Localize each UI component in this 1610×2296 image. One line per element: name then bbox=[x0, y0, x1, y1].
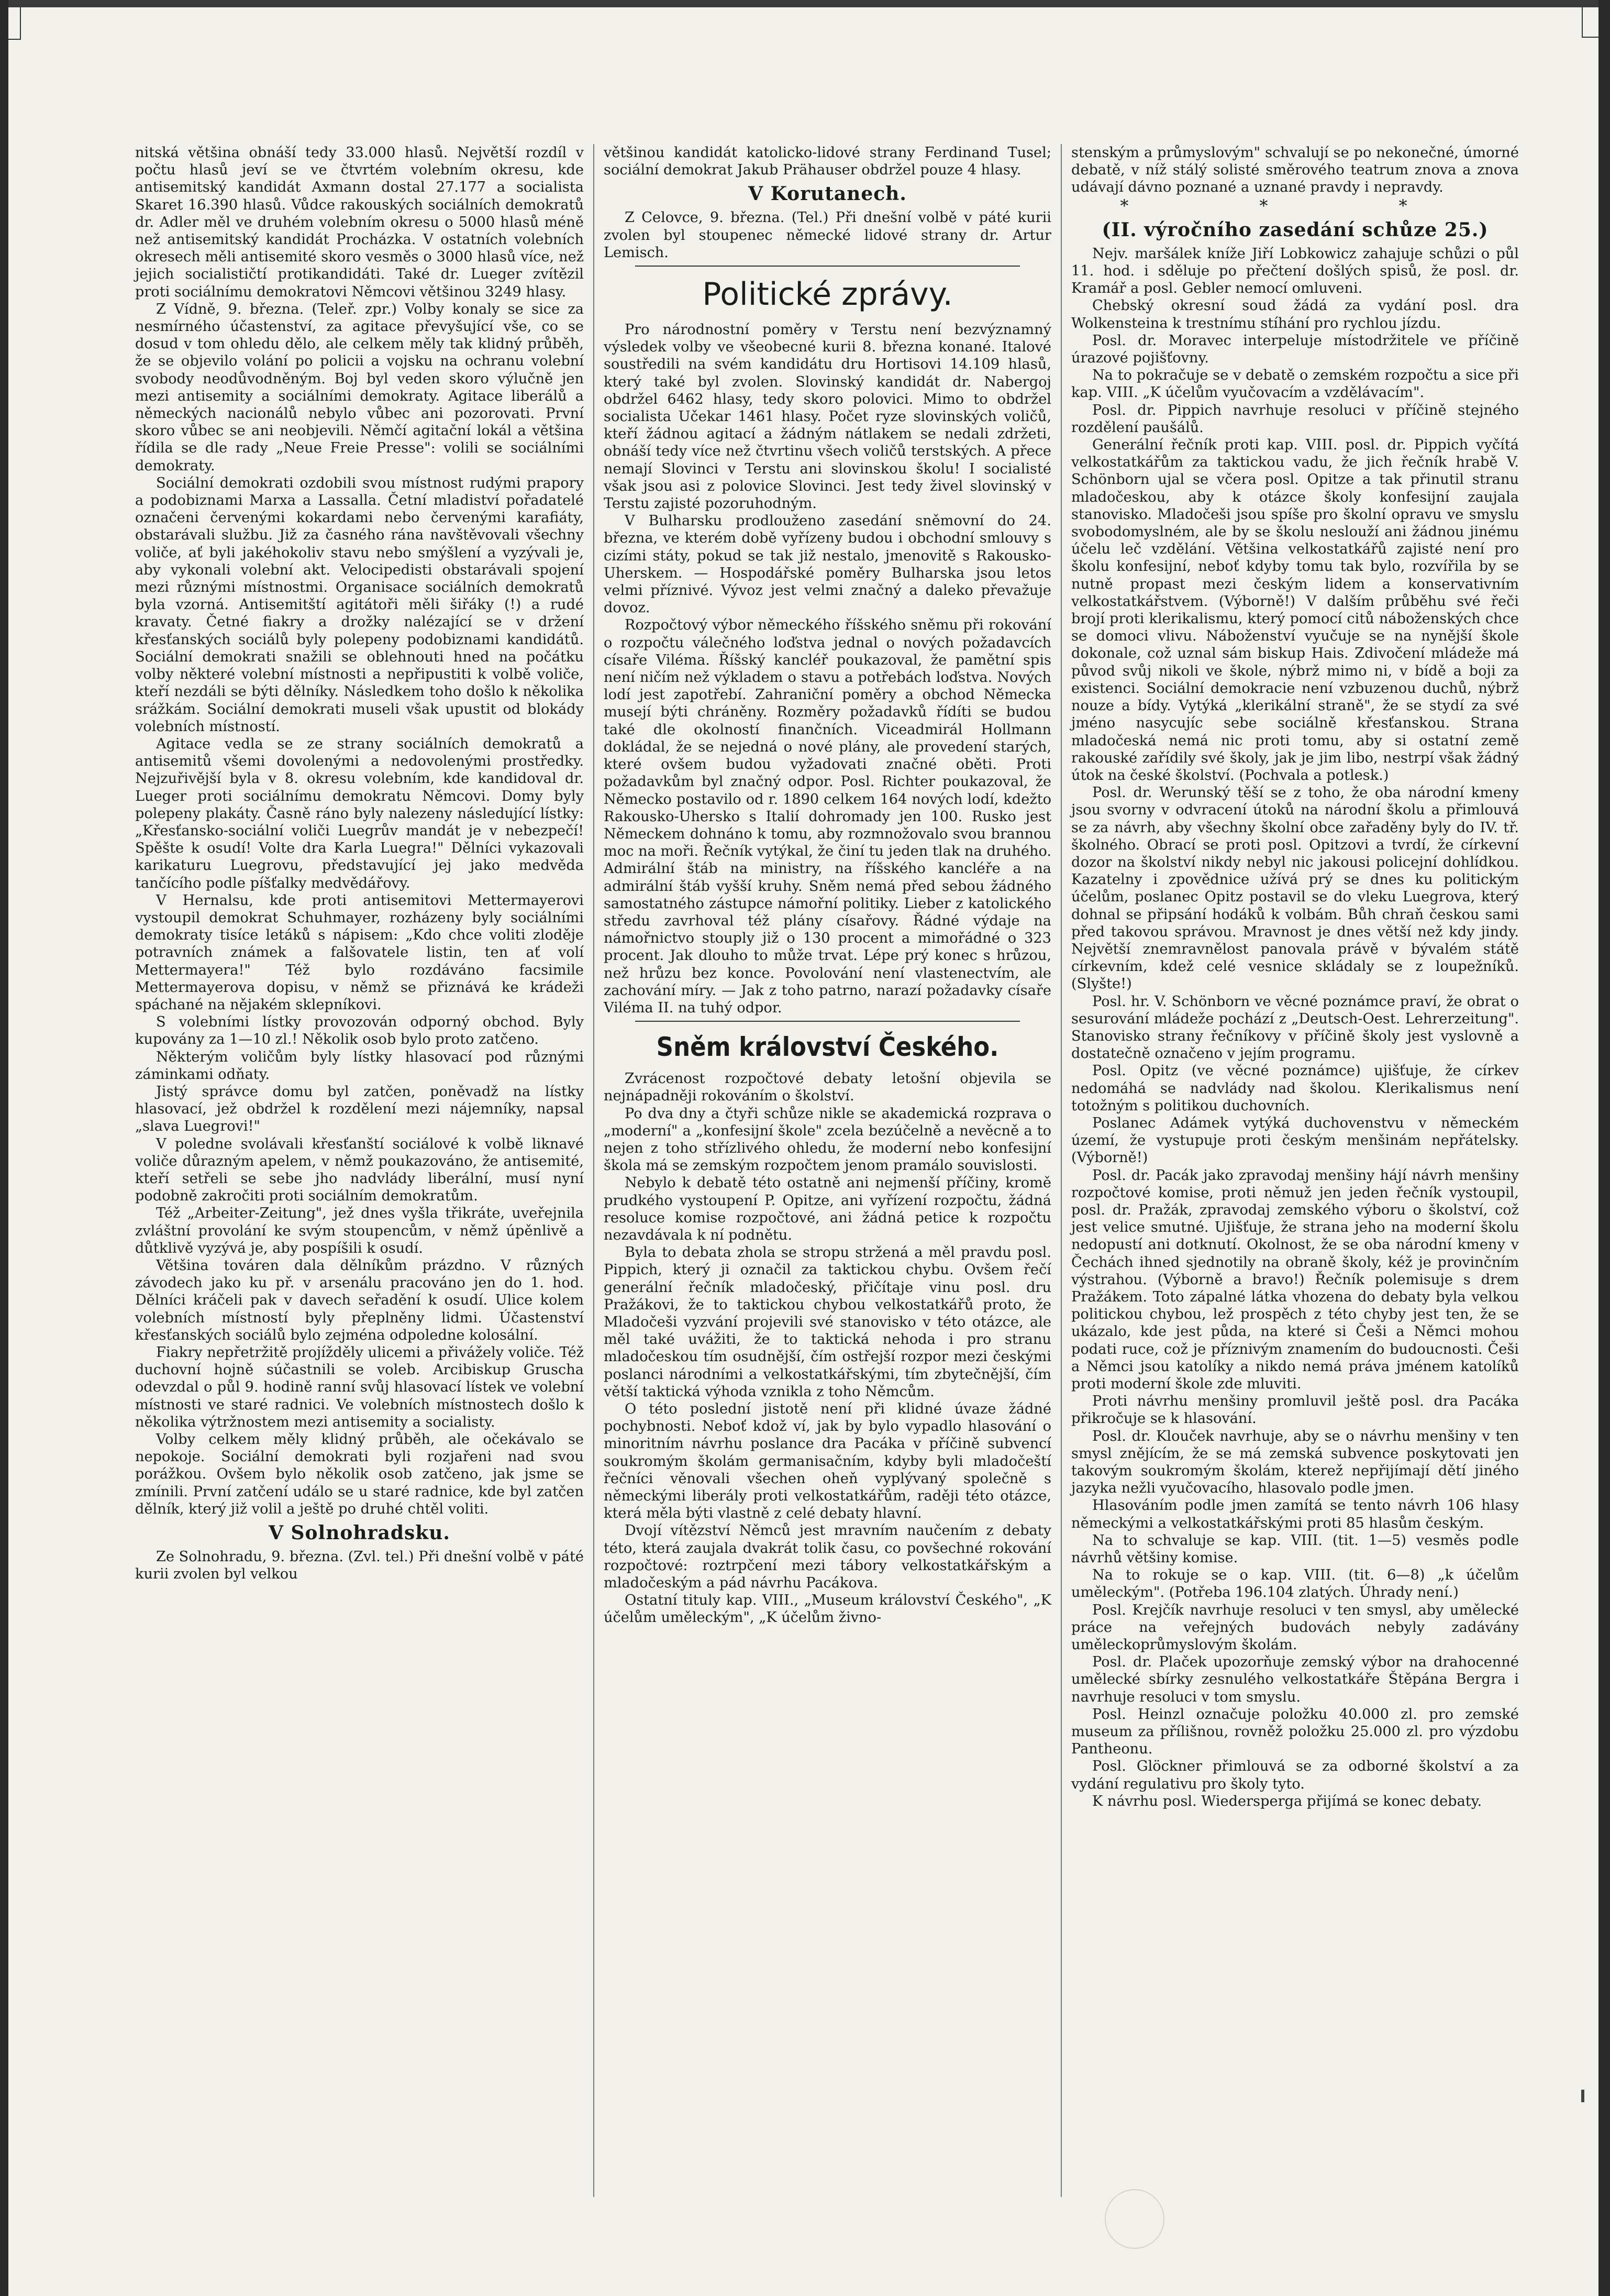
paragraph: Poslanec Adámek vytýká duchovenstvu v německém území, že vystupuje proti českým menšinám nepřátelsky. (Výborně!) bbox=[1071, 1114, 1519, 1166]
heading-politicke-zpravy: Politické zprávy. bbox=[702, 276, 953, 313]
paragraph: Též „Arbeiter-Zeitung", jež dnes vyšla třikráte, uveřejnila zvláštní provolání ke svým stoupencům, v němž úpěnlivě a důtklivě vyzývá je, aby pospíšili k osudí. bbox=[135, 1205, 584, 1256]
paragraph: Většina továren dala dělníkům prázdno. V různých závodech jako ku př. v arsenálu pracováno jen do 1. hod. Dělníci kráčeli pak v davech seřadění k osudí. Ulice kolem volebních místností byly přeplněny lidmi. Účastenství křesťanských sociálů bylo zejména odpoledne kolosální. bbox=[135, 1257, 584, 1343]
scan-edge-left bbox=[0, 0, 8, 2296]
paragraph: Na to pokračuje se v debatě o zemském rozpočtu a sice při kap. VIII. „K účelům vyučovacím a vzdělávacím". bbox=[1071, 367, 1519, 401]
paragraph: K návrhu posl. Wiederspergа přijímá se konec debaty. bbox=[1092, 1793, 1482, 1809]
paragraph: Z Vídně, 9. března. (Teleř. zpr.) Volby konaly se sice za nesmírného účastenství, za agitace převyšující vše, co se dosud v tom ohledu dělo, ale celkem měly tak klidný průběh, že se objevilo volání po policii a vojsku na ochranu volební svobody neodůvodněným. Boj byl veden skoro výlučně jen mezi antisemity a sociálními demokraty. Agitace liberálů a německých nacionálů nebylo vůbec ani pozorovati. První skoro vůbec se ani neobjevili. Němčí agitační lokál a většina řídila se dle rady „Neue Freie Presse": volili se sociálními demokraty. bbox=[135, 301, 584, 474]
paragraph: Fiakry nepřetržitě projížděly ulicemi a přivážely voliče. Též duchovní hojně súčastnili se voleb. Arcibiskup Gruscha odevzdal o půl 9. hodině ranní svůj hlasovací lístek ve volební místnosti ve staré radnici. Ve volebních místnostech došlo k několika výtržnostem mezi antisemity a socialisty. bbox=[135, 1344, 584, 1430]
section-stars: * * * bbox=[1120, 195, 1470, 216]
paragraph: Posl. hr. V. Schönborn ve věcné poznámce praví, že obrat o sesurování mládeže pochází z „Deutsch-Oest. Lehrerzeitung". Stanovisko strany řečníkovy v příčině školy jest vyslovně a dostatečně označeno v jejím programu. bbox=[1071, 993, 1519, 1062]
paragraph: Posl. dr. Moravec interpeluje místodržitele ve příčině úrazové pojišťovny. bbox=[1071, 332, 1519, 367]
paragraph: Ostatní tituly kap. VIII., „Museum království Českého", „K účelům uměleckým", „K účelům živno- bbox=[604, 1592, 1051, 1626]
paragraph: O této poslední jistotě není při klidné úvaze žádné pochybnosti. Neboť kdož ví, jak by bylo vypadlo hlasování o minoritním návrhu poslance dra Pacáka v příčině subvencí soukromým školám germanisačním, kdyby byli mladočeští řečníci věnovali všechen oheň vyplývaný společně s německými liberály proti velkostatkářům, raději této otázce, která měla býti vlastně z celé debaty hlavní. bbox=[604, 1401, 1051, 1522]
paragraph: Z Celovce, 9. března. (Tel.) Při dnešní volbě v páté kurii zvolen byl stoupenec německé lidové strany dr. Artur Lemisch. bbox=[604, 209, 1051, 261]
paragraph: nitská většina obnáší tedy 33.000 hlasů. Největší rozdíl v počtu hlasů jeví se ve čtvrtém volebním okresu, kde antisemitský kandidát Axmann dostal 27.177 a socialista Skaret 16.390 hlasů. Vůdce rakouských sociálních demokratů dr. Adler měl ve druhém volebním okresu o 5000 hlasů méně než antisemitský kandidát Procházka. V ostatních volebních okresech měli antisemité skoro vesměs o 3000 hlasů více, než jejich socialističtí protikandidáti. Také dr. Lueger zvítězil proti sociálnímu demokratovi Němcovi většinou 3249 hlasy. bbox=[135, 145, 584, 300]
paragraph: Zvrácenost rozpočtové debaty letošní objevila se nejnápadněji rokováním o školství. bbox=[604, 1070, 1051, 1105]
newspaper-page bbox=[126, 144, 1529, 2197]
corner-mark-right bbox=[1582, 7, 1598, 38]
divider bbox=[635, 266, 1020, 267]
paragraph: Nebylo k debatě této ostatně ani nejmenší příčiny, kromě prudkého vystoupení P. Opitze, ani vyřízení rozpočtu, žádná resoluce komise rozpočtové, ani žádná petice k rozpočtu nezavdávala k ní podnětu. bbox=[604, 1175, 1051, 1243]
scan-edge-top bbox=[0, 0, 1610, 7]
paragraph: Byla to debata zhola se stropu stržená a měl pravdu posl. Pippich, který ji označil za taktickou chybu. Ovšem řečí generální řečník mladočeský, přičítaje vinu posl. dru Pražákovi, že to taktickou chybou velkostatkářů proto, že Mladočeši vyzvání projevili své stanovisko v této otázce, ale měl také uvážiti, že to taktická nehoda i pro stranu mladočeskou tím osudnější, čím ostřejší rozpor mezi českými poslanci národními a velkostatkářskými, tím zbytečnější, čím větší taktická výhoda vznikla z toho Němcům. bbox=[604, 1244, 1051, 1400]
paragraph: Posl. dr. Plaček upozorňuje zemský výbor na drahocenné umělecké sbírky zesnulého velkostatkáře Štěpána Bergra i navrhuje resoluci v tom smyslu. bbox=[1071, 1654, 1519, 1705]
column-2 bbox=[593, 144, 1061, 2197]
paragraph: V poledne svolávali křesťanští sociálové k volbě liknavé voliče důrazným apelem, v němž poukazováno, že antisemité, kteří setřeli se sebe jho nadvlády liberální, musí nyní podobně zakročiti proti sociálním demokratům. bbox=[135, 1135, 584, 1205]
paragraph: Sociální demokrati ozdobili svou místnost rudými prapory a podobiznami Marxa a Lassalla. Četní mladiství pořadatelé označeni červenými kokardami nebo červenými karafiáty, obstarávali službu. Již za časného rána navštěvovali všechny voliče, ať byli jakéhokoliv stavu nebo smýšlení a vyzývali je, aby vykonali volební akt. Velocipedisti obstarávali spojení mezi různými místnostmi. Organisace sociálních demokratů byla vzorná. Antisemitští agitátoři měli šiřáky (!) a rudé kravaty. Četné fiakry a drožky nalézající se v držení křesťanských sociálů byly polepeny podobiznami kandidátů. Sociální demokrati snažili se oblehnouti hned na počátku volby některé volební místnosti a nepřipustiti k volbě voliče, kteří nezdáli se býti dělníky. Následkem toho došlo k několika srážkám. Sociální demokrati museli však upustit od blokády volebních místností. bbox=[135, 474, 584, 735]
paragraph: V Hernalsu, kde proti antisemitovi Mettermayerovi vystoupil demokrat Schuhmayer, rozházeny byly sociálními demokraty tisíce letáků s nápisem: „Kdo chce voliti zloděje potravních známek a falšovatele listin, ten ať volí Mettermayera!" Též bylo rozdáváno facsimile Mettermayerova dopisu, v němž se přiznává ke krádeži spáchané na nějakém sklepníkovi. bbox=[135, 892, 584, 1013]
paragraph: Posl. Glöckner přimlouvá se za odborné školství a za vydání regulativu pro školy tyto. bbox=[1071, 1758, 1519, 1792]
paragraph: Generální řečník proti kap. VIII. posl. dr. Pippich vyčítá velkostatkářům za taktickou vadu, že jich řečník hrabě V. Schönborn ujal se včera posl. Opitze a tak přinutil stranu mladočeskou, aby k otázce školy konfesijní zaujala stanovisko. Mladočeši jsou spíše pro školní opravu ve smyslu svobodomyslném, ale by se školu neslouží ani žádnou jinému účelu leč vzdělání. Většina velkostatkářů zajisté není pro školu konfesijní, neboť kdyby tomu tak bylo, rozvířila by se nutně propast mezi českým lidem a konservativním velkostatkářstvem. (Výborně!) V dalším průběhu své řeči brojí proti klerikalismu, který pomocí citů náboženských chce se domoci vlivu. Náboženství vyučuje se na nynější škole dokonale, což uznal sám biskup Hais. Zdivočení mládeže má původ svůj nikoli ve škole, nýbrž mimo ni, v bídě a boji za existenci. Sociální demokracie není vzbuzenou duchů, nýbrž nouze a bídy. Vytýká „klerikální straně", že se stydí za své jméno nasycujíc sebe sociálně křesťanskou. Strana mladočeská nemá nic proti tomu, aby si ostatní země rakouské zařídily své školy, jak je jim libo, nestrpí však žádný útok na české školství. (Pochvala a potlesk.) bbox=[1071, 437, 1519, 783]
paragraph: Hlasováním podle jmen zamítá se tento návrh 106 hlasy německými a velkostatkářskými proti 85 hlasům českým. bbox=[1071, 1497, 1519, 1531]
paragraph: Chebský okresní soud žádá za vydání posl. dra Wolkensteina k trestnímu stíhání pro rychlou jízdu. bbox=[1071, 297, 1519, 332]
paragraph: S volebními lístky provozován odporný obchod. Byly kupovány za 1—10 zl.! Několik osob bylo proto zatčeno. bbox=[135, 1014, 584, 1048]
paragraph: Posl. dr. Pippich navrhuje resoluci v příčině stejného rozdělení paušálů. bbox=[1071, 402, 1519, 436]
paragraph: většinou kandidát katolicko-lidové strany Ferdinand Tusel; sociální demokrat Jakub Prähauser obdržel pouze 4 hlasy. bbox=[604, 145, 1051, 179]
paragraph: Proti návrhu menšiny promluvil ještě posl. dra Pacáka přikročuje se k hlasování. bbox=[1071, 1393, 1519, 1427]
paragraph: Ze Solnohradu, 9. března. (Zvl. tel.) Při dnešní volbě v páté kurii zvolen byl velkou bbox=[135, 1549, 584, 1583]
section-heading-solnohradsko: V Solnohradsku. bbox=[269, 1522, 450, 1544]
heading-snem-kralovstvi-ceskeho: Sněm království Českého. bbox=[656, 1032, 999, 1063]
scan-mark bbox=[1581, 2090, 1584, 2102]
paragraph: Posl. dr. Pacák jako zpravodaj menšiny hájí návrh menšiny rozpočtové komise, proti němuž jen jeden řečník vystoupil, posl. dr. Pražák, zpravodaj zemského výboru o školství, což jest velice smutné. Ujišťuje, že strana jeho na moderní školu nedopustí ani dotknutí. Okolnost, že se oba národní kmeny v Čechách ihned sjednotily na obraně školy, kéž je provinčním výstrahou. (Výborně a bravo!) Řečník polemisuje s drem Pražákem. Toto zápalné látka vhozena do debaty byla velkou politickou chybou, lež prospěch z této chyby jest ten, že se ukázalo, kde jest půda, na které si Češi a Němci mohou podati ruce, což je příznivým znamením do budoucnosti. Češi a Němci jsou katolíky a nikdo nemá práva jménem katolíků proti moderní škole zde mluviti. bbox=[1071, 1167, 1519, 1393]
paragraph: Posl. Krejčík navrhuje resoluci v ten smysl, aby umělecké práce na veřejných budovách nebyly zadávány uměleckoprůmyslovým školám. bbox=[1071, 1602, 1519, 1653]
paragraph: Posl. dr. Werunský těší se z toho, že oba národní kmeny jsou svorny v odvracení útoků na národní školu a přimlouvá se za návrh, aby všechny školní obce zařaděny byly do IV. tř. školného. Obrací se proti posl. Opitzovi a tvrdí, že církevní dozor na školství nikdy nebyl nic jakousi policejní dohlídkou. Kazatelny i zpovědnice užívá prý se dnes ku politickým účelům, poslanec Opitz postavil se do vleku Luegrova, který dohnal se připsání hodáků k volbám. Bůh chraň českou sami před takovou správou. Mravnost je dnes větší než kdy jindy. Největší znemravnělost panovala právě v bývalém státě církevním, kdež celé vesnice skládaly se z loupežníků. (Slyšte!) bbox=[1071, 785, 1519, 992]
paragraph: Volby celkem měly klidný průběh, ale očekávalo se nepokoje. Sociální demokrati byli rozjařeni nad svou porážkou. Ovšem bylo několik osob zatčeno, jak jsme se zmínili. První zatčení událo se u staré radnice, kde byl zatčen dělník, který již volil a ještě po druhé chtěl voliti. bbox=[135, 1431, 584, 1517]
paragraph: Agitace vedla se ze strany sociálních demokratů a antisemitů všemi dovolenými a nedovolenými prostředky. Nejzuřivější byla v 8. okresu volebním, kde kandidoval dr. Lueger proti sociálnímu demokratu Němcovi. Domy byly polepeny plakáty. Časně ráno byly nalezeny následující lístky: „Křesťansko-sociální voliči Luegrův mandát je v nebezpečí! Spěšte k osudí! Volte dra Karla Luegra!" Dělníci vykazovali karikaturu Luegrovu, představující jej jako medvěda tančícího podle píšťalky medvědářovy. bbox=[135, 735, 584, 891]
paragraph: Dvojí vítězství Němců jest mravním naučením z debaty této, která zaujala dvakrát tolik času, co povšechné rokování rozpočtové: roztrpčení mezi tábory velkostatkářským a mladočeským a pád návrhu Pacákova. bbox=[604, 1522, 1051, 1592]
column-1 bbox=[126, 144, 593, 2197]
paragraph: Některým voličům byly lístky hlasovací pod různými záminkami odňaty. bbox=[135, 1048, 584, 1083]
paragraph: Po dva dny a čtyři schůze nikle se akademická rozprava o „moderní" a „konfesijní škole" zcela bezúčelně a nevěcně a to nejen z toho střízlivého ohledu, že moderní nebo konfesijní škola má se zemským rozpočtem jenom pramálo souvislosti. bbox=[604, 1105, 1051, 1174]
paragraph: Jistý správce domu byl zatčen, poněvadž na lístky hlasovací, jež obdržel k rozdělení mezi nájemníky, napsal „slava Luegrovi!" bbox=[135, 1083, 584, 1135]
paragraph: Pro národnostní poměry v Terstu není bezvýznamný výsledek volby ve všeobecné kurii 8. března konané. Italové soustředili na svém kandidátu dru Hortisovi 14.109 hlasů, který také byl zvolen. Slovinský kandidát dr. Nabergoj obdržel 6462 hlasy, tedy skoro polovici. Mimo to obdržel socialista Učekar 1461 hlasy. Počet ryze slovinských voličů, kteří žádnou agitací a žádným nátlakem se nedali zdržeti, obnáší tedy více než čtvrtinu všech voličů terstských. A přece nemají Slovinci v Terstu ani slovinskou školu! I socialisté však jsou asi z polovice Slovinci. Jest tedy živel slovinský v Terstu zajisté pozoruhodným. bbox=[604, 322, 1051, 512]
paragraph: Na to rokuje se o kap. VIII. (tit. 6—8) „k účelům uměleckým". (Potřeba 196.104 zlatých. Úhrady není.) bbox=[1071, 1567, 1519, 1601]
library-stamp bbox=[1105, 2189, 1164, 2249]
paragraph: Posl. dr. Klouček navrhuje, aby se o návrhu menšiny v ten smysl znějícím, že se má zemská subvence poskytovati jen takovým soukromým školám, kterež nepřijímají dětí jiného jazyka nežli vyučovacího, hlasovalo podle jmen. bbox=[1071, 1428, 1519, 1497]
paragraph: Nejv. maršálek kníže Jiří Lobkowicz zahajuje schůzi o půl 11. hod. i sděluje po přečtení došlých spisů, že posl. dr. Kramář a posl. Gebler nemocí omluveni. bbox=[1071, 245, 1519, 297]
divider bbox=[635, 1021, 1020, 1022]
paragraph: stenským a průmyslovým" schvalují se po nekonečné, úmorné debatě, v níž stálý solisté směrového teatrum znova a znova udávají dávno poznané a uznané pravdy i nepravdy. bbox=[1071, 145, 1519, 196]
paragraph: Posl. Opitz (ve věcné poznámce) ujišťuje, že církev nedomáhá se nadvlády nad školou. Klerikalismus není totožným s politikou duchovních. bbox=[1071, 1063, 1519, 1114]
paragraph: Na to schvaluje se kap. VIII. (tit. 1—5) vesměs podle návrhů většiny komise. bbox=[1071, 1532, 1519, 1566]
corner-mark-left bbox=[8, 7, 21, 40]
section-heading-zasedani: (II. výročního zasedání schůze 25.) bbox=[1102, 218, 1489, 241]
paragraph: Posl. Heinzl označuje položku 40.000 zl. pro zemské museum za přílišnou, rovněž položku 25.000 zl. pro výzdobu Pantheonu. bbox=[1071, 1706, 1519, 1758]
paragraph: V Bulharsku prodlouženo zasedání sněmovní do 24. března, ve kterém době vyřízeny budou i obchodní smlouvy s cizími státy, pokud se tak již nestalo, jmenovitě s Rakousko-Uherskem. — Hospodářské poměry Bulharska jsou letos velmi příznivé. Vývoz jest velmi značný a daleko převažuje dovoz. bbox=[604, 513, 1051, 616]
paragraph: Rozpočtový výbor německého říšského sněmu při rokování o rozpočtu válečného loďstva jednal o nových požadavcích císaře Viléma. Říšský kancléř poukazoval, že pamětní spis není ničím než výkladem o stavu a potřebách loďstva. Nových lodí jest zapotřebí. Zahraniční poměry a obchod Německa musejí býti chráněny. Rozměry požadavků řídíti se budou také dle okolností finančních. Viceadmirál Hollmann dokládal, že se nejedná o nové plány, ale provedení starých, které ovšem budou vyžadovati značné oběti. Proti požadavkům byl značný odpor. Posl. Richter poukazoval, že Německo postavilo od r. 1890 celkem 164 nových lodí, kdežto Rakousko-Uhersko s Italií dohromady jen 100. Rusko jest Německem dohnáno k tomu, aby rozmnožovalo svou brannou moc na moři. Řečník vytýkal, že činí tu jeden tlak na druhého. Admirální štáb na ministry, na říšského kancléře a na admirální štáb vyšší kruhy. Sněm nemá před sebou žádného samostatného zástupce námořní politiky. Lieber z katolického středu zavrhoval též plány císařovy. Řádné výdaje na námořnictvo stouply již o 130 procent a mimořádné o 323 procent. Jak dlouho to může trvat. Lépe prý konec s hrůzou, než hrůzu bez konce. Povolování není vlastenectvím, ale zachování míry. — Jak z toho patrno, narazí požadavky císaře Viléma II. na tuhý odpor. bbox=[604, 617, 1051, 1016]
scan-edge-right bbox=[1598, 0, 1610, 2296]
section-heading-korutany: V Korutanech. bbox=[748, 183, 907, 205]
column-3 bbox=[1061, 144, 1528, 2197]
